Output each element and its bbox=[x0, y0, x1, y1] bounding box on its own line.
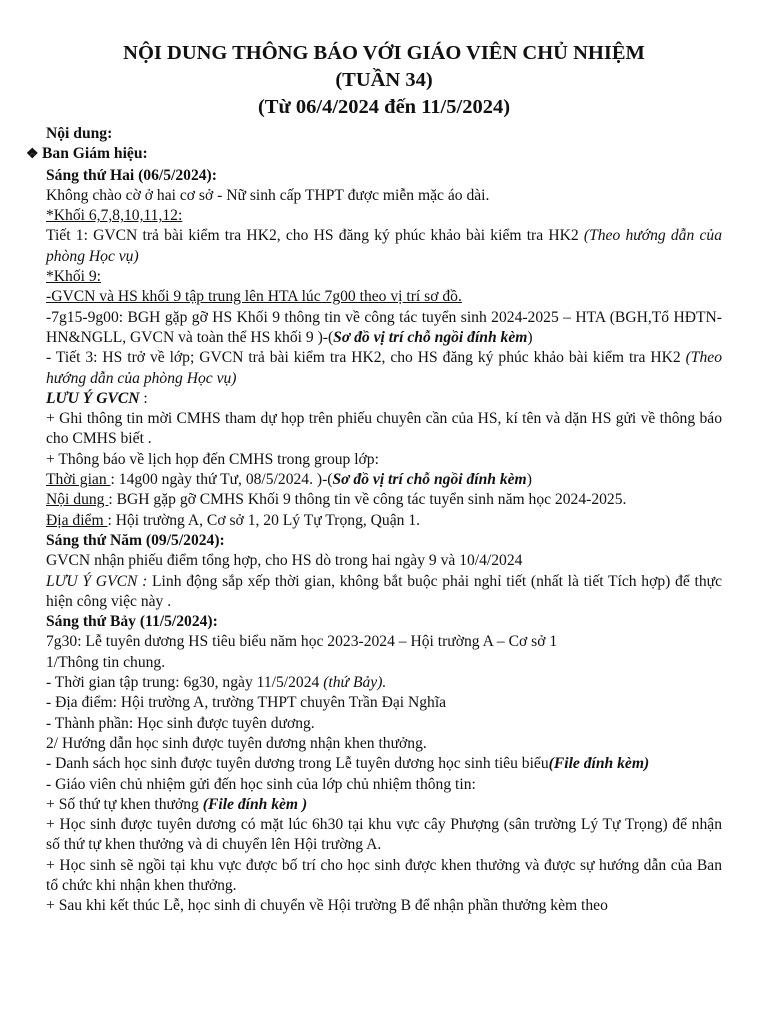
saturday-award-number bbox=[46, 795, 722, 815]
diamond-bullet-icon: ❖ bbox=[26, 147, 39, 163]
saturday-gather-time bbox=[46, 673, 722, 693]
meeting-time-close: ) bbox=[526, 471, 532, 489]
monday-period-1-text: Tiết 1: GVCN trả bài kiểm tra HK2, cho HS đăng ký phúc khảo bài kiểm tra HK2 bbox=[46, 227, 584, 245]
grade-9-period-3-note: (Theo hướng dẫn của phòng Học vụ) bbox=[46, 349, 722, 387]
meeting-content-value: : BGH gặp gỡ CMHS Khối 9 thông tin về công tác tuyển sinh năm học 2024-2025. bbox=[108, 491, 627, 509]
meeting-location-value: : Hội trường A, Cơ sở 1, 20 Lý Tự Trọng, Quận 1. bbox=[107, 511, 421, 529]
note-heading-2 bbox=[46, 572, 722, 613]
saturday-ceremony: 7g30: Lễ tuyên dương HS tiêu biểu năm học 2023-2024 – Hội trường A – Cơ sở 1 bbox=[46, 633, 558, 651]
monday-grades-label: *Khối 6,7,8,10,11,12: bbox=[46, 207, 183, 225]
section-ban-giam-hieu bbox=[26, 144, 722, 165]
monday-period-1-note: (Theo hướng dẫn của phòng Học vụ) bbox=[46, 227, 722, 265]
note-parent-invitation: + Ghi thông tin mời CMHS tham dự họp trên phiếu chuyên cần của HS, kí tên và dặn HS gửi về thông báo cho CMHS biết . bbox=[46, 410, 722, 448]
saturday-participants: - Thành phần: Học sinh được tuyên dương. bbox=[46, 714, 315, 732]
saturday-gather-time-text: - Thời gian tập trung: 6g30, ngày 11/5/2024 bbox=[46, 674, 324, 692]
document-title-week: (TUẦN 34) bbox=[335, 69, 433, 91]
saturday-general-info: 1/Thông tin chung. bbox=[46, 653, 166, 671]
meeting-time-attachment: Sơ đồ vị trí chỗ ngồi đính kèm bbox=[332, 471, 527, 489]
saturday-honoree-list bbox=[46, 754, 722, 774]
saturday-heading: Sáng thứ Bảy (11/5/2024): bbox=[46, 613, 218, 631]
section-ban-giam-hieu-label: Ban Giám hiệu: bbox=[42, 145, 148, 163]
grade-9-gathering: -GVCN và HS khối 9 tập trung lên HTA lúc 7g00 theo vị trí sơ đồ. bbox=[46, 288, 462, 306]
note-group-schedule: + Thông báo về lịch họp đến CMHS trong group lớp: bbox=[46, 450, 379, 468]
grade-9-meeting-text: -7g15-9g00: BGH gặp gỡ HS Khối 9 thông tin về công tác tuyển sinh 2024-2025 – HTA (BGH,Tổ HĐTN-HN&NGLL, GVCN và toàn thể HS khối 9 )-( bbox=[46, 308, 722, 346]
saturday-location: - Địa điểm: Hội trường A, trường THPT chuyên Trần Đại Nghĩa bbox=[46, 694, 447, 712]
saturday-honoree-list-text: - Danh sách học sinh được tuyên dương trong Lễ tuyên dương học sinh tiêu biểu bbox=[46, 755, 549, 773]
saturday-after-ceremony: + Sau khi kết thúc Lễ, học sinh di chuyển về Hội trường B để nhận phần thưởng kèm theo bbox=[46, 897, 608, 915]
grade-9-period-3-text: - Tiết 3: HS trở về lớp; GVCN trả bài kiểm tra HK2, cho HS đăng ký phúc khảo bài kiểm tra HK2 bbox=[46, 349, 686, 367]
monday-heading: Sáng thứ Hai (06/5/2024): bbox=[46, 166, 217, 184]
meeting-content bbox=[46, 490, 722, 510]
saturday-award-number-text: + Số thứ tự khen thưởng bbox=[46, 795, 203, 813]
saturday-guidance: 2/ Hướng dẫn học sinh được tuyên dương nhận khen thưởng. bbox=[46, 734, 427, 752]
thursday-heading: Sáng thứ Năm (09/5/2024): bbox=[46, 531, 225, 549]
note-heading-1-label: LƯU Ý GVCN bbox=[46, 389, 140, 407]
saturday-arrival: + Học sinh được tuyên dương có mặt lúc 6h30 tại khu vực cây Phượng (sân trường Lý Tự Trọng) để nhận số thứ tự khen thưởng và di chuyển lên Hội trường A. bbox=[46, 816, 722, 854]
monday-grade-9-label: *Khối 9: bbox=[46, 268, 102, 286]
document-title-date-range: (Từ 06/4/2024 đến 11/5/2024) bbox=[257, 96, 511, 118]
meeting-time bbox=[46, 470, 722, 490]
note-heading-1 bbox=[46, 389, 722, 409]
meeting-time-label: Thời gian bbox=[46, 471, 111, 489]
note-heading-1-colon: : bbox=[139, 389, 148, 407]
grade-9-period-3 bbox=[46, 348, 722, 389]
meeting-location bbox=[46, 511, 722, 531]
meeting-location-label: Địa điểm bbox=[46, 511, 108, 529]
thursday-line: GVCN nhận phiếu điểm tổng hợp, cho HS dò trong hai ngày 9 và 10/4/2024 bbox=[46, 552, 523, 570]
meeting-time-value: : 14g00 ngày thứ Tư, 08/5/2024. )-( bbox=[110, 471, 333, 489]
note-heading-2-label: LƯU Ý GVCN : bbox=[46, 572, 148, 590]
saturday-gather-time-day: (thứ Bảy). bbox=[323, 674, 387, 692]
document-body bbox=[26, 124, 722, 917]
monday-line: Không chào cờ ở hai cơ sở - Nữ sinh cấp THPT được miễn mặc áo dài. bbox=[46, 186, 490, 204]
saturday-honoree-list-attachment: (File đính kèm) bbox=[548, 755, 650, 773]
meeting-content-label: Nội dung bbox=[46, 491, 109, 509]
saturday-seating: + Học sinh sẽ ngồi tại khu vực được bố trí cho học sinh được khen thưởng và được sự hướng dẫn của Ban tổ chức khi nhận khen thưởng. bbox=[46, 856, 722, 894]
monday-period-1 bbox=[46, 226, 722, 267]
saturday-homeroom-info: - Giáo viên chủ nhiệm gửi đến học sinh của lớp chủ nhiệm thông tin: bbox=[46, 775, 476, 793]
document-title-line-1: NỘI DUNG THÔNG BÁO VỚI GIÁO VIÊN CHỦ NHIỆM bbox=[123, 42, 645, 64]
grade-9-meeting bbox=[46, 308, 722, 349]
grade-9-meeting-attachment: Sơ đồ vị trí chỗ ngồi đính kèm bbox=[333, 328, 528, 346]
section-label-noi-dung: Nội dung: bbox=[46, 125, 113, 142]
saturday-award-number-attachment: (File đính kèm ) bbox=[202, 795, 308, 813]
note-heading-2-text: Linh động sắp xếp thời gian, không bắt buộc phải nghỉ tiết (nhất là tiết Tích hợp) để thực hiện công việc này . bbox=[46, 572, 722, 610]
grade-9-meeting-close: ) bbox=[527, 328, 533, 346]
